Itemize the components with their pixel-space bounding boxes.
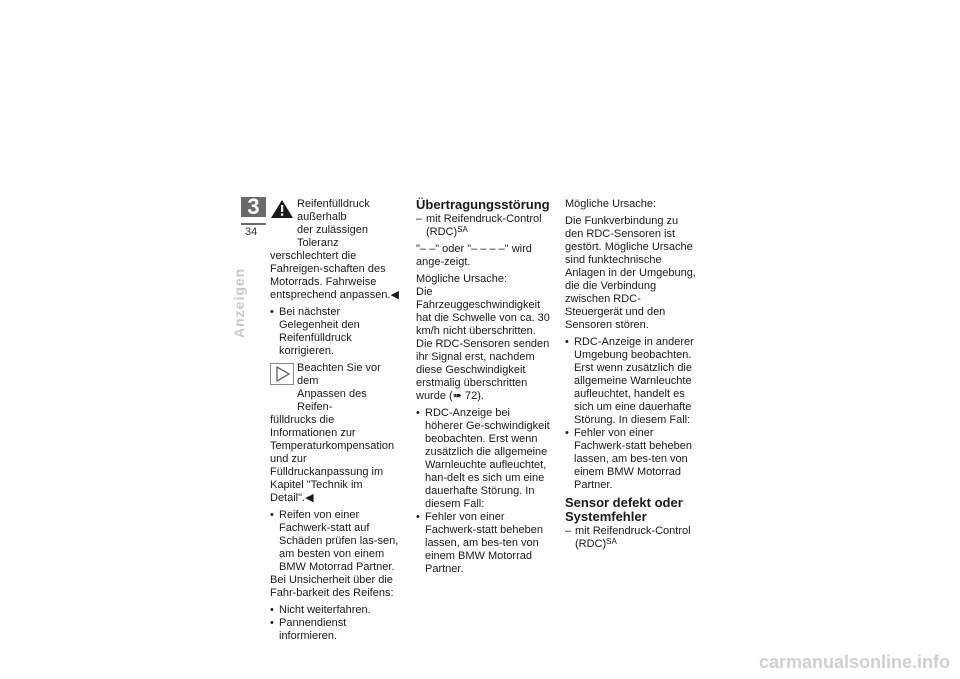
list-item: • Fehler von einer Fachwerk-statt beheben lassen, am bes-ten von einem BMW Motorrad Partner. <box>416 511 544 575</box>
display-text: "– –" oder "– – – –" wird ange-zeigt. <box>416 243 532 268</box>
note-triangle-icon <box>270 363 294 383</box>
warning-text: verschlechtert die Fahreigen-schaften des Motorrads. Fahrweise entsprechend anpassen.◀ <box>270 250 399 301</box>
list-item: • Reifen von einer Fachwerk-statt auf Schäden prüfen las-sen, am besten von einem BMW Motorrad Partner. <box>270 509 399 573</box>
list-item: • Pannendienst informieren. <box>270 617 347 642</box>
note-block <box>270 362 400 414</box>
warning-block <box>270 198 400 250</box>
chapter-tab: 3 <box>241 197 266 217</box>
list-item: • Nicht weiterfahren. <box>270 604 371 616</box>
paragraph: Bei Unsicherheit über die Fahr-barkeit des Reifens: <box>270 574 394 599</box>
column-3 <box>565 198 697 551</box>
cause-label: Mögliche Ursache: <box>416 273 508 285</box>
note-line-1: Beachten Sie vor dem <box>297 362 381 387</box>
column-1 <box>270 198 400 643</box>
warning-triangle-icon <box>270 199 294 219</box>
warning-line-2: der zulässigen Toleranz <box>297 224 368 249</box>
condition-line: – mit Reifendruck-Control (RDC)$^{SA}$ <box>416 213 542 238</box>
section-heading: Sensor defekt oder Systemfehler <box>565 495 683 524</box>
warning-line-1: Reifenfülldruck außerhalb <box>297 198 370 223</box>
section-title: Anzeigen <box>231 267 247 338</box>
cause-label: Mögliche Ursache: <box>565 198 657 210</box>
list-item: • Bei nächster Gelegenheit den Reifenfülldruck korrigieren. <box>270 306 360 357</box>
condition-line: – mit Reifendruck-Control (RDC)$^{SA}$ <box>565 525 691 550</box>
note-text: fülldrucks die Informationen zur Temperaturkompensation und zur Fülldruckanpassung im Kapitel "Technik im Detail".◀ <box>270 414 395 504</box>
column-2 <box>416 198 550 576</box>
list-item: • RDC-Anzeige bei höherer Ge-schwindigkeit beobachten. Erst wenn zusätzlich die allgemeine Warnleuchte aufleuchtet, han-delt es sich um eine dauerhafte Störung. In diesem Fall: <box>416 407 550 510</box>
cause-text: Die Funkverbindung zu den RDC-Sensoren ist gestört. Mögliche Ursache sind funktechnische Anlagen in der Umgebung, die die Verbindung zwischen RDC-Steuergerät und den Sensoren stören. <box>565 215 696 331</box>
list-item: • Fehler von einer Fachwerk-statt beheben lassen, am bes-ten von einem BMW Motorrad Partner. <box>565 427 693 491</box>
list-item: • RDC-Anzeige in anderer Umgebung beobachten. Erst wenn zusätzlich die allgemeine Warnleuchte aufleuchtet, handelt es sich um eine dauerhafte Störung. In diesem Fall: <box>565 336 694 426</box>
page-number: 34 <box>245 226 258 238</box>
watermark: carmanualsonline.info <box>758 652 950 672</box>
cause-text: Die Fahrzeuggeschwindigkeit hat die Schwelle von ca. 30 km/h nicht überschritten. Die RDC-Sensoren senden ihr Signal erst, nachdem diese Geschwindigkeit erstmalig überschritten wurde (➠ 72). <box>416 286 550 402</box>
chapter-divider <box>241 223 266 225</box>
note-line-2: Anpassen des Reifen- <box>297 388 367 413</box>
section-heading: Übertragungsstörung <box>416 197 550 212</box>
